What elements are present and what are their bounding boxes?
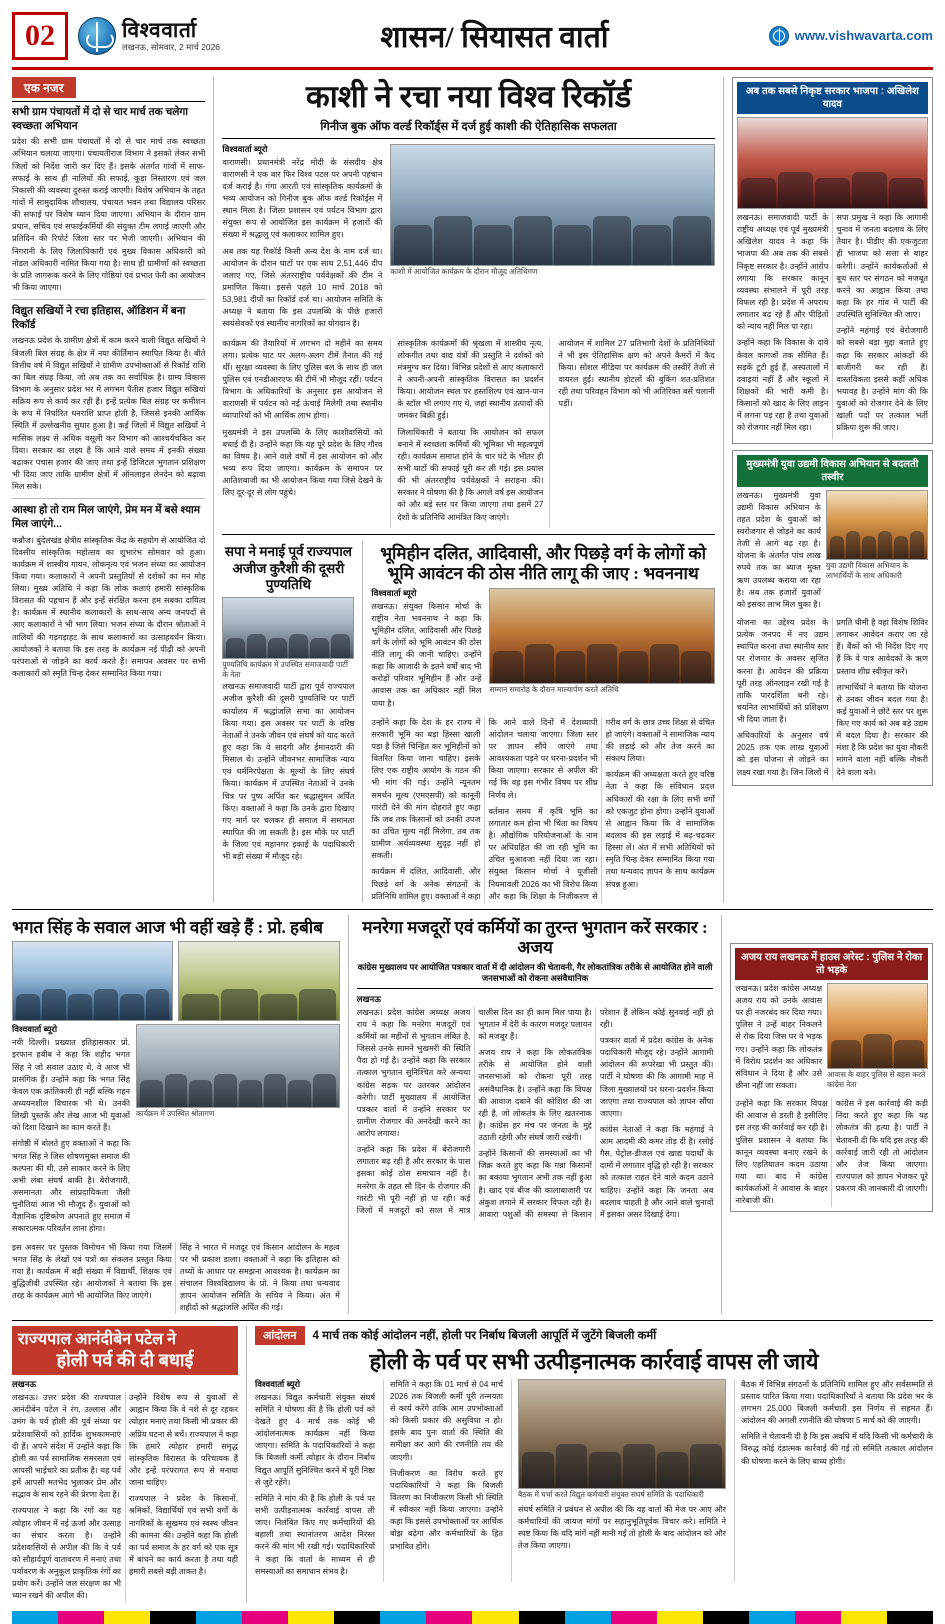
lead-photo: [390, 144, 714, 278]
brand-name: विश्ववार्ता: [122, 18, 197, 43]
page-number: 02: [12, 12, 68, 60]
holi-story: [246, 1326, 933, 1602]
andolan-strap: 4 मार्च तक कोई आंदोलन नहीं, होली पर निर्बाध बिजली आपूर्ति में जुटेंगे बिजली कर्मी: [312, 1330, 657, 1343]
edition-date: लखनऊ, सोमवार, 2 मार्च 2026: [122, 42, 221, 53]
sapa-body: लखनऊ समाजवादी पार्टी द्वारा पूर्व राज्यपाल अजीज कुरैशी की दूसरी पुण्यतिथि पर पार्टी कार्यालय में श्रद्धांजलि सभा का आयोजन किया गया। इस अवसर पर पार्टी के वरिष्ठ नेताओं ने उनके जीवन एवं संघर्ष को याद करते हुए कहा कि वे सादगी और ईमानदारी की मिसाल थे। उन्होंने जीवनभर सामाजिक न्याय एवं धर्मनिरपेक्षता के मूल्यों के लिए संघर्ष किया। कार्यक्रम में उपस्थित नेताओं ने उनके चित्र पर पुष्प अर्पित कर श्रद्धासुमन अर्पित किए। वक्ताओं ने कहा कि उनके द्वारा दिखाए गए मार्ग पर चलकर ही समाज में समानता स्थापित की जा सकती है। इस मौके पर पार्टी के जिला एवं महानगर इकाई के पदाधिकारी भी बड़ी संख्या में मौजूद रहे।: [222, 682, 355, 862]
akhilesh-story-box: [732, 77, 933, 444]
yuva-udyami-para-1: लखनऊ। मुख्यमंत्री युवा उद्यमी विकास अभियान के तहत प्रदेश के युवाओं को स्वरोजगार से जोड़ने का कार्य तेजी से आगे बढ़ रहा है। योजना के अंतर्गत पांच लाख रुपये तक का ब्याज मुक्त ऋण उपलब्ध कराया जा रहा है। अब तक हजारों युवाओं को इसका लाभ मिल चुका है।: [736, 490, 821, 609]
bhagat-photo-3: [136, 1024, 340, 1120]
color-swatch: [150, 1611, 196, 1624]
akhilesh-para-1: लखनऊ। समाजवादी पार्टी के राष्ट्रीय अध्यक्ष एवं पूर्व मुख्यमंत्री अखिलेश यादव ने कहा कि भाजपा की अब तक की सबसे निकृष्ट सरकार है। उन्होंने आरोप लगाया कि सरकार कानून व्यवस्था संभालने में पूरी तरह विफल रही है। प्रदेश में अपराध लगातार बढ़ रहे हैं और पीड़ितों को न्याय नहीं मिल पा रहा।: [736, 213, 829, 332]
ajay-rai-para-1: लखनऊ। प्रदेश कांग्रेस अध्यक्ष अजय राय को उनके आवास पर ही नजरबंद कर दिया गया। पुलिस ने उन्हें बाहर निकलने से रोक दिया जिस पर वे भड़क गए। उन्होंने कहा कि लोकतंत्र में विरोध प्रदर्शन का अधिकार संविधान ने दिया है और उसे छीना नहीं जा सकता।: [735, 983, 823, 1090]
publication-logo: [78, 17, 220, 55]
print-color-bar: [12, 1611, 933, 1624]
bhoomi-photo: [489, 588, 714, 696]
lead-subheadline: गिनीज बुक ऑफ वर्ल्ड रिकॉर्ड्स में दर्ज हुई काशी की ऐतिहासिक सफलता: [222, 119, 714, 139]
ek-nazar-label: एक नजर: [12, 77, 76, 98]
left-column: [12, 77, 205, 903]
ajay-rai-photo: [827, 983, 928, 1091]
bhagat-para-3: इस अवसर पर पुस्तक विमोचन भी किया गया जिसमें भगत सिंह के लेखों एवं पत्रों का संकलन प्रस्तुत किया गया है। कार्यक्रम में बड़ी संख्या में विद्यार्थी, शिक्षक एवं बुद्धिजीवी उपस्थित रहे। आयोजकों ने बताया कि इस तरह के कार्यक्रम आगे भी आयोजित किए जाएंगे।: [12, 1242, 172, 1301]
lead-para-2: अब तक यह रिकॉर्ड किसी अन्य देश के नाम दर्ज था। आयोजन के दौरान घाटों पर एक साथ 2,51,446 दीप जलाए गए, जिसे अंतरराष्ट्रीय पर्यवेक्षकों की टीम ने प्रमाणित किया। इससे पहले 10 मार्च 2018 को 53,981 दीपों का रिकॉर्ड दर्ज था। आयोजन समिति के अध्यक्ष ने बताया कि इस उपलब्धि के पीछे हजारों स्वयंसेवकों एवं स्थानीय नागरिकों का योगदान है।: [222, 246, 383, 329]
glance-item-3-body: कन्नौज। बुंदेलखंड क्षेत्रीय सांस्कृतिक केंद्र के सहयोग से आयोजित दो दिवसीय सांस्कृतिक महोत्सव का शुभारंभ सोमवार को हुआ। कार्यक्रम में शास्त्रीय गायन, लोकनृत्य एवं भजन संध्या का आयोजन किया गया। कलाकारों ने अपनी प्रस्तुतियों से दर्शकों का मन मोह लिया। मुख्य अतिथि ने कहा कि लोक कलाएं हमारी सांस्कृतिक विरासत की पहचान हैं और इन्हें संरक्षित करना हम सबका दायित्व है। कार्यक्रम में स्थानीय कलाकारों के साथ-साथ अन्य जनपदों से आए कलाकारों ने भी भाग लिया। भजन संध्या के दौरान श्रोताओं ने तालियों की गड़गड़ाहट के साथ कलाकारों का उत्साहवर्धन किया। आयोजकों ने बताया कि इस तरह के कार्यक्रम नई पीढ़ी को अपनी परंपराओं से जोड़ने का कार्य करते हैं। समापन अवसर पर सभी कलाकारों को स्मृति चिन्ह देकर सम्मानित किया गया।: [12, 535, 206, 679]
holi-byline: विश्ववार्ता ब्यूरो: [255, 1378, 301, 1389]
color-swatch: [795, 1611, 841, 1624]
yuva-udyami-photo: [826, 490, 928, 582]
ajay-rai-story: [721, 915, 933, 1314]
website-url: www.vishwavarta.com: [794, 28, 933, 43]
bhagat-story: [12, 915, 340, 1314]
governor-para-3: उन्होंने विशेष रूप से युवाओं से आह्वान किया कि वे नशे से दूर रहकर त्योहार मनाएं तथा किसी भी प्रकार की अप्रिय घटना से बचें। राज्यपाल ने कहा कि हमारे त्योहार हमारी समृद्ध सांस्कृतिक विरासत के परिचायक हैं और इन्हें परंपरागत रूप से मनाया जाना चाहिए।: [129, 1393, 238, 1488]
governor-headline-band: [12, 1326, 238, 1375]
content-band-middle: [12, 909, 933, 1314]
color-swatch: [242, 1611, 288, 1624]
lead-photo-caption: काशी में आयोजित कार्यक्रम के दौरान मौजूद अतिथिगण: [390, 266, 538, 276]
manrega-para-1: लखनऊ। प्रदेश कांग्रेस अध्यक्ष अजय राय ने कहा कि मनरेगा मजदूरों एवं कर्मियों का महीनों से भुगतान लंबित है, जिससे उनके सामने भुखमरी की स्थिति पैदा हो गई है। उन्होंने कहा कि सरकार तत्काल भुगतान सुनिश्चित करे अन्यथा कांग्रेस सड़क पर उतरकर आंदोलन करेगी। पार्टी मुख्यालय में आयोजित पत्रकार वार्ता में उन्होंने सरकार पर ग्रामीण रोजगार की अनदेखी करने का आरोप लगाया।: [356, 1007, 471, 1139]
color-swatch: [749, 1611, 795, 1624]
holi-para-4: निजीकरण का विरोध करते हुए पदाधिकारियों ने कहा कि बिजली वितरण का निजीकरण किसी भी स्थिति में स्वीकार नहीं किया जाएगा। उन्होंने कहा कि इससे उपभोक्ताओं पर आर्थिक बोझ बढ़ेगा और कर्मचारियों के हित प्रभावित होंगे।: [390, 1468, 503, 1551]
bhoomi-headline: भूमिहीन दलित, आदिवासी, और पिछड़े वर्ग के लोगों को भूमि आवंटन की ठोस नीति लागू की जाए : भवननाथ: [380, 543, 707, 584]
color-swatch: [472, 1611, 518, 1624]
color-swatch: [565, 1611, 611, 1624]
governor-story: [12, 1326, 238, 1602]
lead-byline: विश्ववार्ता ब्यूरो: [222, 143, 268, 154]
color-swatch: [611, 1611, 657, 1624]
content-band-bottom: [12, 1320, 933, 1602]
holi-para-5: संघर्ष समिति ने प्रबंधन से अपील की कि वह वार्ता की मेज पर आए और कर्मचारियों की जायज मांगों पर सहानुभूतिपूर्वक विचार करे। समिति ने स्पष्ट किया कि यदि मांगें नहीं मानी गईं तो होली के बाद आंदोलन को और तेज किया जाएगा।: [518, 1504, 726, 1551]
manrega-headline: मनरेगा मजदूरों एवं कर्मियों का तुरन्त भुगतान करें सरकार : अजय: [362, 917, 708, 958]
globe-icon: [769, 26, 789, 46]
bhoomi-para-3: कार्यक्रम में दलित, आदिवासी, और पिछड़े वर्ग के अनेक संगठनों के प्रतिनिधि शामिल हुए। वक्ताओं ने कहा कि आने वाले दिनों में देशव्यापी आंदोलन चलाया जाएगा। जिला स्तर पर ज्ञापन सौंपे जाएंगे तथा आवश्यकता पड़ने पर धरना-प्रदर्शन भी किया जाएगा। सरकार से अपील की गई कि वह इस गंभीर विषय पर शीघ्र निर्णय ले।: [371, 717, 598, 901]
glance-item-2-body: लखनऊ प्रदेश के ग्रामीण क्षेत्रों में काम करने वाली विद्युत सखियों ने बिजली बिल संग्रह के क्षेत्र में नया कीर्तिमान स्थापित किया है। बीते वित्तीय वर्ष में विद्युत सखियों ने ग्रामीण उपभोक्ताओं से रिकॉर्ड राशि का बिल संग्रह किया, जो अब तक का सर्वाधिक है। ग्राम्य विकास विभाग के अनुसार प्रदेश भर में लगभग पैंतीस हजार विद्युत सखियां सक्रिय रूप से कार्य कर रही हैं। इन्हें प्रत्येक बिल संग्रह पर कमीशन के रूप में निर्धारित धनराशि प्राप्त होती है, जिससे इनकी आर्थिक स्थिति में उल्लेखनीय सुधार हुआ है। कई जिलों में विद्युत सखियों ने मासिक लक्ष्य से अधिक वसूली कर विभाग को आश्चर्यचकित कर दिया। सरकार का लक्ष्य है कि आने वाले समय में इनकी संख्या बढ़ाकर पचास हजार की जाए तथा इन्हें डिजिटल भुगतान प्रशिक्षण भी दिया जाए ताकि ग्रामीण क्षेत्रों में ऑनलाइन लेनदेन को बढ़ावा मिल सके।: [12, 336, 206, 492]
color-swatch: [703, 1611, 749, 1624]
content-band-top: [12, 77, 933, 903]
website-link[interactable]: [769, 26, 933, 46]
yuva-udyami-headline: मुख्यमंत्री युवा उद्यमी विकास अभियान से बदलती तस्वीर: [737, 455, 928, 487]
manrega-para-4: उन्होंने किसानों की समस्याओं का भी जिक्र करते हुए कहा कि गन्ना किसानों का बकाया भुगतान अभी तक नहीं हुआ है। खाद एवं बीज की कालाबाजारी पर अंकुश लगाने में सरकार विफल रही है। आवारा पशुओं की समस्या से किसान परेशान हैं लेकिन कोई सुनवाई नहीं हो रही।: [478, 1007, 714, 1219]
governor-para-2: राज्यपाल ने कहा कि रंगों का यह त्योहार जीवन में नई ऊर्जा और उत्साह का संचार करता है। उन्होंने प्रदेशवासियों से अपील की कि वे पर्व को सौहार्दपूर्ण वातावरण में मनाएं तथा पर्यावरण के अनुकूल प्राकृतिक रंगों का प्रयोग करें। उन्होंने जल संरक्षण का भी ध्यान रखने की अपील की।: [12, 1506, 122, 1601]
bhoomi-para-2: उन्होंने कहा कि देश के हर राज्य में सरकारी भूमि का बड़ा हिस्सा खाली पड़ा है जिसे चिन्हित कर भूमिहीनों को वितरित किया जाना चाहिए। इसके लिए एक राष्ट्रीय आयोग के गठन की भी मांग की गई। उन्होंने न्यूनतम समर्थन मूल्य (एमएसपी) को कानूनी गारंटी देने की मांग दोहराते हुए कहा कि जब तक किसानों को उनकी उपज का उचित मूल्य नहीं मिलेगा, तब तक ग्रामीण अर्थव्यवस्था सुदृढ़ नहीं हो सकती।: [371, 717, 481, 861]
sapa-photo: [222, 597, 354, 681]
bhoomi-para-4: वर्तमान समय में कृषि भूमि का लगातार कम होना भी चिंता का विषय है। औद्योगिक परियोजनाओं के नाम पर अधिग्रहित की जा रही भूमि का उचित मुआवजा नहीं दिया जा रहा। संयुक्त किसान मोर्चा ने यूजीसी नियमावली 2026 का भी विरोध किया और कहा कि शिक्षा के निजीकरण से गरीब वर्ग के छात्र उच्च शिक्षा से वंचित हो जाएंगे। वक्ताओं ने सामाजिक न्याय की लड़ाई को और तेज करने का संकल्प लिया।: [488, 717, 715, 901]
bhoomi-para-5: कार्यक्रम की अध्यक्षता करते हुए वरिष्ठ नेता ने कहा कि संविधान प्रदत्त अधिकारों की रक्षा के लिए सभी वर्गों को एकजुट होना होगा। उन्होंने युवाओं से आह्वान किया कि वे सामाजिक बदलाव की इस लड़ाई में बढ़-चढ़कर हिस्सा लें। अंत में सभी अतिथियों को स्मृति चिन्ह देकर सम्मानित किया गया तथा धन्यवाद ज्ञापन के साथ कार्यक्रम संपन्न हुआ।: [605, 770, 715, 889]
bhagat-headline: भगत सिंह के सवाल आज भी वहीं खड़े हैं : प्रो. हबीब: [12, 917, 323, 937]
holi-photo-caption: बैठक में चर्चा करते विद्युत कर्मचारी संयुक्त संघर्ष समिति के पदाधिकारी: [518, 1489, 704, 1499]
akhilesh-headline: अब तक सबसे निकृष्ट सरकार भाजपा : अखिलेश यादव: [737, 82, 928, 114]
center-column: [213, 77, 714, 903]
governor-para-1: लखनऊ। उत्तर प्रदेश की राज्यपाल आनंदीबेन पटेल ने रंग, उल्लास और उमंग के पर्व होली की पूर्व संध्या पर प्रदेशवासियों को हार्दिक शुभकामनाएं दी हैं। अपने संदेश में उन्होंने कहा कि होली का पर्व सामाजिक समरसता एवं आपसी भाईचारे का प्रतीक है। यह पर्व हमें आपसी मतभेद भुलाकर प्रेम और सद्भाव के साथ रहने की प्रेरणा देता है।: [12, 1393, 121, 1500]
color-swatch: [104, 1611, 150, 1624]
color-swatch: [58, 1611, 104, 1624]
yuva-udyami-photo-caption: युवा उद्यमी विकास अभियान के लाभार्थियों के साथ अधिकारी: [825, 560, 908, 580]
bhagat-para-1: नयी दिल्ली। प्रख्यात इतिहासकार प्रो. इरफान हबीब ने कहा कि शहीद भगत सिंह ने जो सवाल उठाए थे, वे आज भी प्रासंगिक हैं। उन्होंने कहा कि भगत सिंह केवल एक क्रांतिकारी ही नहीं बल्कि गहन अध्ययनशील विचारक भी थे। उनकी लिखी पुस्तकें और लेख आज भी युवाओं को दिशा दिखाने का काम करते हैं।: [12, 1038, 130, 1133]
bhagat-photo-2: [178, 941, 339, 1021]
lead-para-6: जिलाधिकारी ने बताया कि आयोजन को सफल बनाने में स्वच्छता कर्मियों की भूमिका भी महत्वपूर्ण रही। कार्यक्रम समाप्त होने के चार घंटे के भीतर ही सभी घाटों की सफाई पूरी कर ली गई। इस प्रयास की भी अंतरराष्ट्रीय पर्यवेक्षकों ने सराहना की। सरकार ने घोषणा की है कि अगले वर्ष इस आयोजन को और बड़े स्तर पर किया जाएगा तथा इसमें 27 देशों के प्रतिनिधि आमंत्रित किए जाएंगे।: [397, 427, 544, 522]
color-swatch: [657, 1611, 703, 1624]
color-swatch: [841, 1611, 887, 1624]
ajay-rai-para-3: कांग्रेस ने इस कार्रवाई की कड़ी निंदा करते हुए कहा कि यह लोकतंत्र की हत्या है। पार्टी ने चेतावनी दी कि यदि इस तरह की कार्रवाई जारी रही तो आंदोलन और तेज किया जाएगा। राज्यपाल को ज्ञापन भेजकर पूरे प्रकरण की जानकारी दी जाएगी।: [835, 1099, 928, 1194]
color-swatch: [288, 1611, 334, 1624]
color-swatch: [334, 1611, 380, 1624]
holi-para-2: समिति ने मांग की है कि होली के पर्व पर सभी उत्पीड़नात्मक कार्रवाई वापस ली जाए। निलंबित किए गए कर्मचारियों की बहाली तथा स्थानांतरण आदेश निरस्त करने की मांग भी रखी गई। पदाधिकारियों ने कहा कि वार्ता के माध्यम से ही समस्याओं का समाधान संभव है।: [255, 1493, 375, 1576]
bhagat-para-2: संगोष्ठी में बोलते हुए वक्ताओं ने कहा कि भगत सिंह ने जिस शोषणमुक्त समाज की कल्पना की थी, उसे साकार करने के लिए अभी लंबा संघर्ष बाकी है। बेरोजगारी, असमानता और सांप्रदायिकता जैसी चुनौतियां आज भी मौजूद हैं। युवाओं को वैज्ञानिक दृष्टिकोण अपनाते हुए समाज में सकारात्मक परिवर्तन लाना होगा।: [12, 1139, 130, 1234]
color-swatch: [196, 1611, 242, 1624]
lead-para-3: कार्यक्रम की तैयारियों में लगभग दो महीने का समय लगा। प्रत्येक घाट पर अलग-अलग टीमें तैनात की गई थीं। सुरक्षा व्यवस्था के लिए पुलिस बल के साथ ही जल पुलिस एवं एनडीआरएफ की टीमें भी मौजूद रहीं। पर्यटन विभाग के अधिकारियों के अनुसार इस आयोजन से वाराणसी में पर्यटन को नई ऊंचाई मिलेगी तथा स्थानीय व्यापारियों को भी आर्थिक लाभ होगा।: [222, 338, 383, 421]
lead-para-4: मुख्यमंत्री ने इस उपलब्धि के लिए काशीवासियों को बधाई दी है। उन्होंने कहा कि यह पूरे प्रदेश के लिए गौरव का विषय है। आने वाले वर्षों में इस आयोजन को और भव्य रूप दिया जाएगा। कार्यक्रम के समापन पर आतिशबाजी का भी आयोजन किया गया जिसे देखने के लिए दूर-दूर से लोग पहुंचे।: [222, 427, 383, 498]
ajay-rai-para-2: उन्होंने कहा कि सरकार विपक्ष की आवाज से डरती है इसीलिए इस तरह की कार्रवाई कर रही है। पुलिस प्रशासन ने बताया कि कानून व्यवस्था बनाए रखने के लिए एहतियातन कदम उठाया गया था। बाद में कांग्रेस कार्यकर्ताओं ने आवास के बाहर नारेबाजी की।: [735, 1099, 828, 1206]
photo-figures: [391, 209, 713, 264]
governor-headline-line2: होली पर्व की दी बधाई: [56, 1349, 194, 1370]
bhagat-photo-caption: कार्यक्रम में उपस्थित श्रोतागण: [136, 1109, 215, 1119]
akhilesh-para-3: सपा प्रमुख ने कहा कि आगामी चुनाव में जनता बदलाव के लिए तैयार है। पीडीए की एकजुटता ही भाजपा को सत्ता से बाहर करेगी। उन्होंने कार्यकर्ताओं से बूथ स्तर पर संगठन को मजबूत करने का आह्वान किया तथा कहा कि हर गांव में पार्टी की उपस्थिति सुनिश्चित की जाए।: [836, 213, 929, 320]
right-column: [723, 77, 933, 903]
manrega-story: [348, 915, 714, 1314]
bhagat-photo-1: [12, 941, 173, 1021]
holi-para-3: समिति ने कहा कि 01 मार्च से 04 मार्च 2026 तक बिजली कर्मी पूरी तन्मयता से कार्य करेंगे ताकि आम उपभोक्ताओं को किसी प्रकार की असुविधा न हो। इसके बाद पुनः वार्ता की स्थिति की समीक्षा कर आगे की रणनीति तय की जाएगी।: [390, 1379, 503, 1462]
governor-para-4: राज्यपाल ने प्रदेश के किसानों, श्रमिकों, विद्यार्थियों एवं सभी वर्गों के नागरिकों के सुखमय एवं स्वस्थ जीवन की कामना की। उन्होंने कहा कि होली का पर्व समाज के हर वर्ग को एक सूत्र में बांधने का कार्य करता है तथा यही हमारी सबसे बड़ी ताकत है।: [129, 1494, 238, 1577]
yuva-udyami-para-2: योजना का उद्देश्य प्रदेश के प्रत्येक जनपद में नए उद्यम स्थापित करना तथा स्थानीय स्तर पर रोजगार के अवसर सृजित करना है। आवेदन की प्रक्रिया पूरी तरह ऑनलाइन रखी गई है ताकि पारदर्शिता बनी रहे। चयनित लाभार्थियों को प्रशिक्षण भी दिया जाता है।: [736, 617, 829, 725]
color-swatch: [426, 1611, 472, 1624]
globe-logo-icon: [78, 17, 116, 55]
color-swatch: [887, 1611, 933, 1624]
bhoomi-para-1: लखनऊ। संयुक्त किसान मोर्चा के राष्ट्रीय नेता भवननाथ ने कहा कि भूमिहीन दलित, आदिवासी और पिछड़े वर्ग के लोगों को भूमि आवंटन की ठोस नीति लागू की जानी चाहिए। उन्होंने कहा कि आजादी के इतने वर्षों बाद भी करोड़ों परिवार भूमिहीन हैं और उन्हें आवास तक का अधिकार नहीं मिल पाया है।: [371, 601, 482, 708]
ajay-rai-headline: अजय राय लखनऊ में हाउस अरेस्ट : पुलिस ने रोका तो भड़के: [735, 948, 928, 980]
holi-para-7: समिति ने चेतावनी दी है कि इस अवधि में यदि किसी भी कर्मचारी के विरुद्ध कोई दंडात्मक कार्रवाई की गई तो समिति तत्काल आंदोलन की घोषणा करने के लिए बाध्य होगी।: [741, 1432, 933, 1466]
color-swatch: [380, 1611, 426, 1624]
manrega-byline: लखनऊ: [356, 993, 381, 1004]
color-swatch: [12, 1611, 58, 1624]
sapa-photo-caption: पुण्यतिथि कार्यक्रम में उपस्थित समाजवादी पार्टी के नेता: [222, 660, 348, 680]
andolan-tag: आंदोलन: [255, 1326, 305, 1345]
manrega-subheadline: कांग्रेस मुख्यालय पर आयोजित पत्रकार वार्ता में दी आंदोलन की चेतावनी, गैर लोकतांत्रिक तरीके से आयोजित होने वाली जनसभाओं को रोकना असंवैधानिक: [357, 962, 714, 989]
lead-para-5: सांस्कृतिक कार्यक्रमों की श्रृंखला में शास्त्रीय नृत्य, लोकगीत तथा वाद्य यंत्रों की प्रस्तुति ने दर्शकों को मंत्रमुग्ध कर दिया। विभिन्न प्रदेशों से आए कलाकारों ने अपनी-अपनी सांस्कृतिक विरासत का प्रदर्शन किया। आयोजन स्थल पर हस्तशिल्प एवं खान-पान के स्टॉल भी लगाए गए थे, जहां स्थानीय उत्पादों की जमकर बिक्री हुई।: [397, 338, 544, 421]
glance-item-1-body: प्रदेश की सभी ग्राम पंचायतों में दो से चार मार्च तक स्वच्छता अभियान चलाया जाएगा। पंचायतीराज विभाग ने इसको लेकर सभी जिलों को निर्देश जारी कर दिए हैं। इसके अंतर्गत गांवों में साफ-सफाई के साथ ही नालियों की सफाई, कूड़ा निस्तारण एवं जल निकासी की व्यवस्था दुरुस्त कराई जाएगी। विशेष अभियान के तहत गांवों में सामुदायिक शौचालय, पंचायत भवन तथा विद्यालय परिसर की सफाई पर विशेष ध्यान दिया जाएगा। अभियान के दौरान ग्राम प्रधान, सचिव एवं सफाईकर्मियों की संयुक्त टीम लगाई जाएगी और प्रतिदिन की रिपोर्ट जिला स्तर पर भेजी जाएगी। अभियान की निगरानी के लिए जिलाधिकारी एवं मुख्य विकास अधिकारी को नोडल अधिकारी नामित किया गया है। साथ ही ग्रामीणों को स्वच्छता के प्रति जागरूक करने के लिए गोष्ठियां एवं प्रभात फेरी का आयोजन भी किया जाएगा।: [12, 137, 206, 292]
lead-para-7: आयोजन में शामिल 27 प्रतिभागी देशों के प्रतिनिधियों ने भी इस ऐतिहासिक क्षण को अपने कैमरों में कैद किया। सोशल मीडिया पर कार्यक्रम की तस्वीरें तेजी से वायरल हुईं। स्थानीय होटलों की बुकिंग शत-प्रतिशत रही तथा परिवहन विभाग को भी अतिरिक्त बसें चलानी पड़ीं।: [558, 338, 715, 409]
glance-item-2-heading: विद्युत सखियों ने रचा इतिहास, ऑडिशन में बना रिकॉर्ड: [12, 305, 186, 331]
manrega-para-5: पत्रकार वार्ता में प्रदेश कांग्रेस के अनेक पदाधिकारी मौजूद रहे। उन्होंने आगामी आंदोलन की रूपरेखा भी प्रस्तुत की। पार्टी ने घोषणा की कि आगामी माह में जिला मुख्यालयों पर धरना-प्रदर्शन किया जाएगा तथा राज्यपाल को ज्ञापन सौंपा जाएगा।: [599, 1035, 714, 1118]
yuva-udyami-story-box: [732, 450, 933, 786]
manrega-para-6: कांग्रेस नेताओं ने कहा कि महंगाई ने आम आदमी की कमर तोड़ दी है। रसोई गैस, पेट्रोल-डीजल एवं खाद्य पदार्थों के दामों में लगातार वृद्धि हो रही है। सरकार को तत्काल राहत देने वाले कदम उठाने चाहिए। उन्होंने कहा कि जनता अब बदलाव चाहती है और आने वाले चुनावों में इसका असर दिखाई देगा।: [599, 1124, 714, 1219]
sapa-headline: सपा ने मनाई पूर्व राज्यपाल अजीज कुरैशी की दूसरी पुण्यतिथि: [224, 543, 352, 593]
bhagat-para-4: सिंह ने भारत में मजदूर एवं किसान आंदोलन के महत्व पर भी प्रकाश डाला। वक्ताओं ने कहा कि इतिहास को तथ्यों के आधार पर समझना आवश्यक है। कार्यक्रम का संचालन विश्वविद्यालय के प्रो. ने किया तथा धन्यवाद ज्ञापन आयोजन समिति के सचिव ने किया। अंत में शहीदों को श्रद्धांजलि अर्पित की गई।: [179, 1242, 340, 1313]
manrega-para-2: उन्होंने कहा कि प्रदेश में बेरोजगारी लगातार बढ़ रही है और सरकार के पास इसका कोई ठोस समाधान नहीं है। मनरेगा के तहत सौ दिन के रोजगार की गारंटी भी पूरी नहीं हो पा रही। कई जिलों में मजदूरों को साल में मात्र चालीस दिन का ही काम मिल पाया है। भुगतान में देरी के कारण मजदूर पलायन को मजबूर हैं।: [356, 1007, 592, 1215]
color-swatch: [519, 1611, 565, 1624]
governor-byline: लखनऊ: [12, 1379, 37, 1390]
bhagat-byline: विश्ववार्ता ब्यूरो: [12, 1024, 58, 1035]
lead-para-1: वाराणसी। प्रधानमंत्री नरेंद्र मोदी के संसदीय क्षेत्र वाराणसी ने एक बार फिर विश्व पटल पर अपनी पहचान दर्ज कराई है। गंगा आरती एवं सांस्कृतिक कार्यक्रमों के भव्य आयोजन को गिनीज बुक ऑफ वर्ल्ड रिकॉर्ड्स में स्थान मिला है। जिला प्रशासन एवं पर्यटन विभाग द्वारा संयुक्त रूप से आयोजित इस कार्यक्रम में हजारों की संख्या में श्रद्धालु एवं कलाकार शामिल हुए।: [222, 157, 383, 240]
ajay-rai-photo-caption: आवास के बाहर पुलिस से बहस करते कांग्रेस नेता: [827, 1069, 926, 1089]
glance-item-3-heading: आस्था हो तो राम मिल जाएंगे, प्रेम मन में बसे श्याम मिल जाएंगे...: [12, 504, 201, 530]
masthead: [12, 8, 933, 70]
governor-headline-line1: राज्यपाल आनंदीबेन पटेल ने: [18, 1331, 176, 1349]
akhilesh-para-2: उन्होंने कहा कि विकास के दावे केवल कागजों तक सीमित हैं। सड़कें टूटी हुई हैं, अस्पतालों में दवाइयां नहीं हैं और स्कूलों में शिक्षकों की भारी कमी है। किसानों को खाद के लिए लाइन में लगना पड़ रहा है तथा युवाओं को रोजगार नहीं मिल रहा।: [736, 338, 829, 433]
yuva-udyami-para-3: अधिकारियों के अनुसार वर्ष 2025 तक एक लाख युवाओं को इस योजना से जोड़ने का लक्ष्य रखा गया है। जिन जिलों में प्रगति धीमी है वहां विशेष शिविर लगाकर आवेदन कराए जा रहे हैं। बैंकों को भी निर्देश दिए गए हैं कि वे पात्र आवेदकों के ऋण प्रस्ताव शीघ्र स्वीकृत करें।: [736, 617, 929, 777]
yuva-udyami-para-4: लाभार्थियों ने बताया कि योजना से उनका जीवन बदल गया है। कई युवाओं ने छोटे स्तर पर शुरू किए गए कार्य को अब बड़े उद्यम में बदल दिया है। सरकार की मंशा है कि प्रदेश का युवा नौकरी मांगने वाला नहीं बल्कि नौकरी देने वाला बने।: [836, 682, 929, 777]
lead-headline: काशी ने रचा नया विश्व रिकॉर्ड: [305, 79, 632, 114]
akhilesh-para-4: उन्होंने महंगाई एवं बेरोजगारी को सबसे बड़ा मुद्दा बताते हुए कहा कि सरकार आंकड़ों की बाजीगरी कर रही है। वास्तविकता इससे कहीं अधिक भयावह है। उन्होंने मांग की कि युवाओं को रोजगार देने के लिए खाली पदों पर तत्काल भर्ती प्रक्रिया शुरू की जाए।: [836, 326, 929, 433]
akhilesh-photo: [737, 117, 928, 209]
bhoomi-photo-caption: सम्मान समारोह के दौरान माल्यार्पण करते अतिथि: [489, 684, 619, 694]
glance-item-1-heading: सभी ग्राम पंचायतों में दो से चार मार्च तक चलेगा स्वच्छता अभियान: [12, 106, 189, 132]
holi-para-6: बैठक में विभिन्न संगठनों के प्रतिनिधि शामिल हुए और सर्वसम्मति से प्रस्ताव पारित किया गया। पदाधिकारियों ने बताया कि प्रदेश भर के लगभग 25,000 बिजली कर्मचारी इस निर्णय से सहमत हैं। आंदोलन की अगली रणनीति की घोषणा 5 मार्च को की जाएगी।: [741, 1379, 933, 1426]
bhoomi-byline: विश्ववार्ता ब्यूरो: [371, 587, 417, 598]
holi-para-1: लखनऊ। विद्युत कर्मचारी संयुक्त संघर्ष समिति ने घोषणा की है कि होली पर्व को देखते हुए 4 मार्च तक कोई भी आंदोलनात्मक कार्यक्रम नहीं किया जाएगा। समिति के पदाधिकारियों ने कहा कि बिजली कर्मी त्योहार के दौरान निर्बाध विद्युत आपूर्ति सुनिश्चित करने में पूरी निष्ठा से जुटे रहेंगे।: [255, 1392, 375, 1487]
holi-headline: होली के पर्व पर सभी उत्पीड़नात्मक कार्रवाई वापस ली जाये: [369, 1349, 819, 1375]
manrega-para-3: अजय राय ने कहा कि लोकतांत्रिक तरीके से आयोजित होने वाली जनसभाओं को रोकना पूरी तरह असंवैधानिक है। उन्होंने कहा कि विपक्ष की आवाज दबाने की कोशिश की जा रही है, जो लोकतंत्र के लिए खतरनाक है। कांग्रेस हर मंच पर जनता के मुद्दे उठाती रहेगी और संघर्ष जारी रखेगी।: [478, 1048, 592, 1143]
holi-photo: [518, 1379, 726, 1501]
page-title: शासन/ सियासत वार्ता: [380, 21, 609, 54]
